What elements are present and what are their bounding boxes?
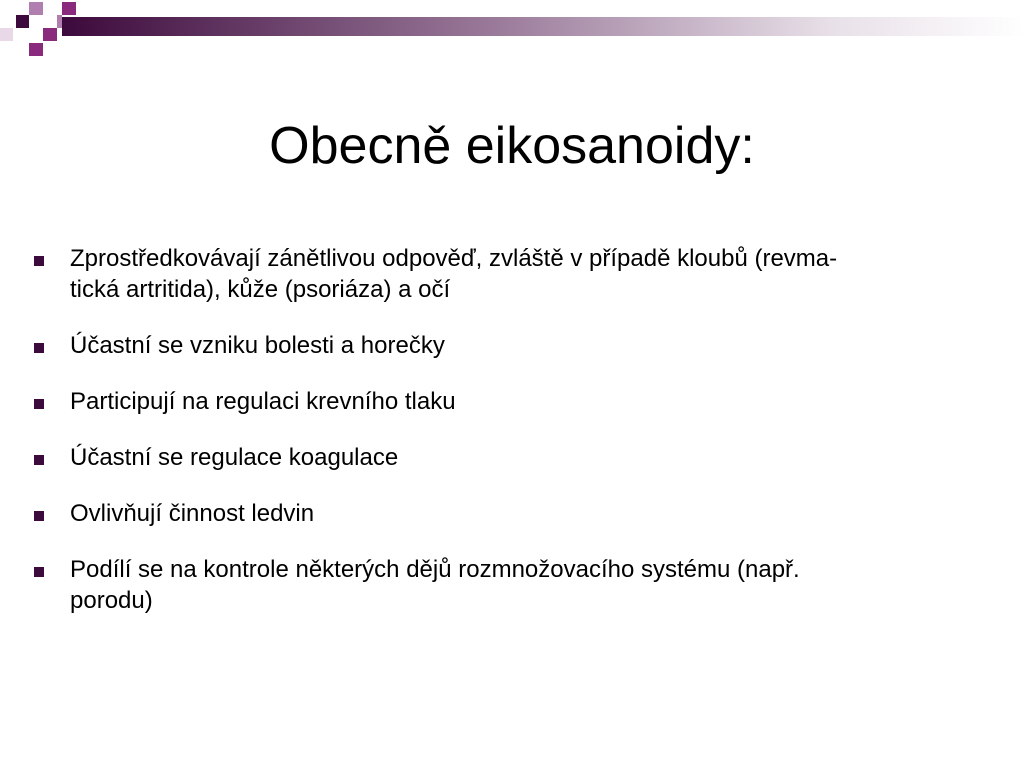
bullet-item (30, 386, 990, 417)
slide-title: Obecně eikosanoidy: (269, 117, 755, 175)
bullet-text: Ovlivňují činnost ledvin (70, 500, 315, 527)
square-bullet-icon (34, 567, 44, 577)
square-bullet-icon (34, 399, 44, 409)
bullet-text: Účastní se vzniku bolesti a horečky (70, 332, 445, 359)
square-bullet-icon (34, 343, 44, 353)
bullet-item (30, 330, 990, 361)
bullet-list (30, 243, 990, 641)
bullet-text: Účastní se regulace koagulace (70, 444, 399, 471)
bullet-item (30, 498, 990, 529)
square-bullet-icon (34, 256, 44, 266)
header-gradient-bar (62, 17, 1024, 36)
bullet-item (30, 554, 990, 616)
header-decoration (0, 0, 1024, 62)
bullet-text: Zprostředkovávají zánětlivou odpověď, zvláště v případě kloubů (revma- tická artritida), kůže (psoriáza) a očí (70, 245, 838, 303)
bullet-item (30, 442, 990, 473)
bullet-text: Podílí se na kontrole některých dějů rozmnožovacího systému (např. porodu) (70, 556, 800, 614)
bullet-item (30, 243, 990, 305)
header-checker-squares (0, 0, 80, 62)
square-bullet-icon (34, 455, 44, 465)
square-bullet-icon (34, 511, 44, 521)
bullet-text: Participují na regulaci krevního tlaku (70, 388, 456, 415)
